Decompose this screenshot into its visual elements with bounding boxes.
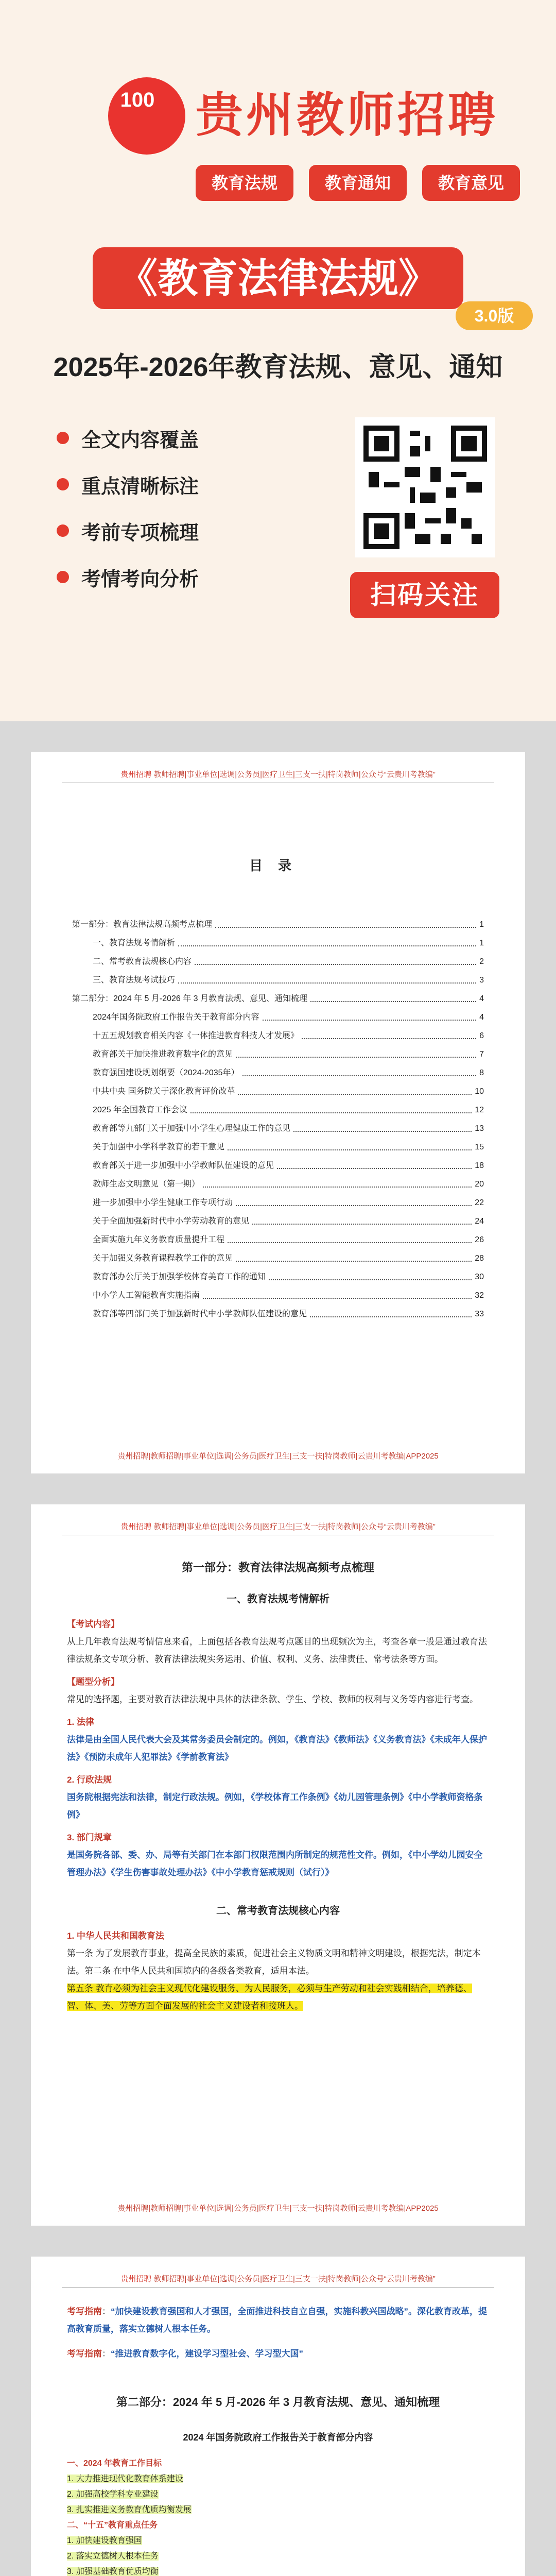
badge: [108, 77, 185, 155]
toc-title: 目录: [249, 858, 307, 873]
subheading: 1. 法律: [67, 1717, 94, 1727]
paragraph: 考写指南：“推进教育数字化，建设学习型社会、学习型大国”: [67, 2349, 303, 2359]
bullet-icon: [57, 432, 69, 444]
page-header: 贵州招聘 教师招聘|事业单位|选调|公务员|医疗卫生|三支一扶|特岗教师|公众号“云贵川考教编”: [120, 770, 436, 779]
list-item: 1. 加快建设教育强国: [67, 2536, 142, 2545]
toc-item[interactable]: 一、教育法规考情解析 1: [93, 939, 484, 947]
list-item: 二、“十五”教育重点任务: [67, 2521, 158, 2530]
toc-item[interactable]: 关于全面加强新时代中小学劳动教育的意见 24: [93, 1217, 484, 1226]
cover: [0, 0, 556, 721]
subheading: 【题型分析】: [67, 1677, 119, 1687]
part1-page: [31, 1504, 525, 2226]
toc-item[interactable]: 教育强国建设规划纲要（2024-2035年） 8: [93, 1069, 484, 1077]
part2-title: 第二部分：2024 年 5 月-2026 年 3 月教育法规、意见、通知梳理: [116, 2396, 440, 2409]
main-title: 《教育法律法规》: [93, 247, 463, 309]
toc-item[interactable]: 全面实施九年义务教育质量提升工程 26: [93, 1235, 484, 1244]
page-header: 贵州招聘 教师招聘|事业单位|选调|公务员|医疗卫生|三支一扶|特岗教师|公众号“云贵川考教编”: [120, 2275, 436, 2283]
part2-page: [31, 2257, 525, 2576]
feature-4: 考情考向分析: [57, 562, 304, 592]
bullet-icon: [57, 524, 69, 537]
feature-2: 重点清晰标注: [57, 469, 304, 500]
toc-item[interactable]: 进一步加强中小学生健康工作专项行动 22: [93, 1198, 484, 1207]
list-item: 3. 扎实推进义务教育优质均衡发展: [67, 2505, 192, 2514]
toc-item[interactable]: 十五五规划教育相关内容《一体推进教育科技人才发展》 6: [93, 1031, 484, 1040]
toc-item[interactable]: 教育部关于进一步加强中小学教师队伍建设的意见 18: [93, 1161, 484, 1170]
badge-number: 100: [120, 89, 155, 111]
version-badge: 3.0版: [456, 301, 533, 330]
toc-item[interactable]: 第二部分：2024 年 5 月-2026 年 3 月教育法规、意见、通知梳理 4: [72, 994, 484, 1003]
bullet-icon: [57, 571, 69, 583]
toc-item[interactable]: 教育部等四部门关于加强新时代中小学教师队伍建设的意见 33: [93, 1310, 484, 1318]
page-footer: 贵州招聘|教师招聘|事业单位|选调|公务员|医疗卫生|三支一扶|特岗教师|云贵川考教编|APP2025: [117, 1452, 439, 1461]
toc-item[interactable]: 中共中央 国务院关于深化教育评价改革 10: [93, 1087, 484, 1096]
paragraph: 常见的选择题，主要对教育法律法规中具体的法律条款、学生、学校、教师的权利与义务等内容进行考查。: [67, 1694, 478, 1704]
toc-item[interactable]: 2024年国务院政府工作报告关于教育部分内容 4: [93, 1013, 484, 1022]
section-heading: 一、教育法规考情解析: [227, 1594, 329, 1605]
toc-item[interactable]: 教育部关于加快推进教育数字化的意见 7: [93, 1050, 484, 1059]
scan-label: 扫码关注: [350, 572, 499, 618]
tag-3: 教育意见: [422, 165, 520, 201]
list-item: 3. 加强基础教育优质均衡: [67, 2567, 159, 2576]
toc-page: [31, 752, 525, 1473]
list-item: 一、2024 年教育工作目标: [67, 2459, 162, 2468]
toc-item[interactable]: 2025 年全国教育工作会议 12: [93, 1106, 484, 1114]
list-item: 2. 落实立德树人根本任务: [67, 2552, 159, 2561]
toc-item[interactable]: 关于加强义务教育课程教学工作的意见 28: [93, 1254, 484, 1263]
toc-item[interactable]: 二、常考教育法规核心内容 2: [93, 957, 484, 966]
toc-item[interactable]: 教育部办公厅关于加强学校体育美育工作的通知 30: [93, 1273, 484, 1281]
paragraph: 第一条 为了发展教育事业，提高全民族的素质，促进社会主义物质文明和精神文明建设，根据宪法，制定本法。第二条 在中华人民共和国境内的各级各类教育，适用本法。: [67, 1948, 481, 1976]
brand-title: 贵州教师招聘: [196, 89, 499, 142]
qr-code-icon[interactable]: [355, 417, 495, 557]
bullet-icon: [57, 478, 69, 490]
page-header: 贵州招聘 教师招聘|事业单位|选调|公务员|医疗卫生|三支一扶|特岗教师|公众号“云贵川考教编”: [120, 1522, 436, 1531]
toc-item[interactable]: 教育部等九部门关于加强中小学生心理健康工作的意见 13: [93, 1124, 484, 1133]
toc-item[interactable]: 第一部分：教育法律法规高频考点梳理 1: [72, 920, 484, 929]
subheading: 【考试内容】: [67, 1619, 119, 1629]
subheading: 2. 行政法规: [67, 1775, 112, 1785]
paragraph: 国务院根据宪法和法律，制定行政法规。例如，《学校体育工作条例》《幼儿园管理条例》《中小学教师资格条例》: [67, 1792, 483, 1820]
section-heading: 二、常考教育法规核心内容: [216, 1905, 340, 1917]
paragraph: 第五条 教育必须为社会主义现代化建设服务、为人民服务，必须与生产劳动和社会实践相结合，培养德、智、体、美、劳等方面全面发展的社会主义建设者和接班人。: [67, 1984, 472, 2011]
toc-item[interactable]: 中小学人工智能教育实施指南 32: [93, 1291, 484, 1300]
part1-title: 第一部分：教育法律法规高频考点梳理: [181, 1561, 374, 1574]
feature-3: 考前专项梳理: [57, 515, 304, 546]
paragraph: 从上几年教育法规考情信息来看，上面包括各教育法规考点题目的出现频次为主，考查各章一般是通过教育法律法规条文专项分析、教育法律法规实务运用、价值、权利、义务、法律责任、常考法条等方面。: [67, 1637, 487, 1664]
tag-2: 教育通知: [309, 165, 407, 201]
subheading: 3. 部门规章: [67, 1833, 112, 1842]
tag-1: 教育法规: [196, 165, 293, 201]
feature-1: 全文内容覆盖: [57, 422, 304, 453]
list-item: 1. 大力推进现代化教育体系建设: [67, 2475, 183, 2483]
list-item: 2. 加强高校学科专业建设: [67, 2490, 159, 2499]
paragraph: 考写指南：“加快建设教育强国和人才强国，全面推进科技自立自强，实施科教兴国战略”。深化教育改革，提高教育质量，落实立德树人根本任务。: [67, 2307, 487, 2334]
paragraph: 是国务院各部、委、办、局等有关部门在本部门权限范围内所制定的规范性文件。例如，《中小学幼儿园安全管理办法》《学生伤害事故处理办法》《中小学教育惩戒规则（试行）》: [67, 1850, 483, 1877]
subheading: 1. 中华人民共和国教育法: [67, 1931, 164, 1941]
page-footer: 贵州招聘|教师招聘|事业单位|选调|公务员|医疗卫生|三支一扶|特岗教师|云贵川考教编|APP2025: [117, 2204, 439, 2213]
toc-item[interactable]: 教师生态文明意见（第一期） 20: [93, 1180, 484, 1189]
toc-item[interactable]: 关于加强中小学科学教育的若干意见 15: [93, 1143, 484, 1151]
paragraph: 法律是由全国人民代表大会及其常务委员会制定的。例如，《教育法》《教师法》《义务教育法》《未成年人保护法》《预防未成年人犯罪法》《学前教育法》: [67, 1735, 487, 1762]
toc-item[interactable]: 三、教育法规考试技巧 3: [93, 976, 484, 985]
subtitle: 2025年-2026年教育法规、意见、通知: [53, 352, 503, 382]
report-title: 2024 年国务院政府工作报告关于教育部分内容: [183, 2432, 373, 2443]
